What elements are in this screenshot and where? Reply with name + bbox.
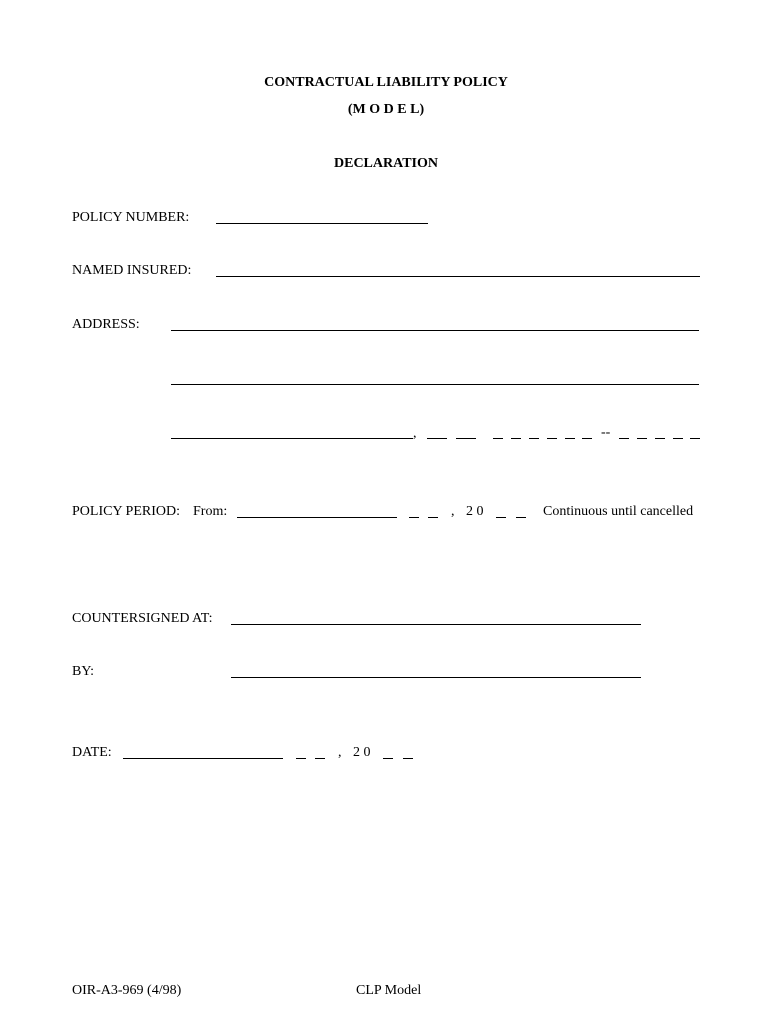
section-heading: DECLARATION — [334, 156, 438, 171]
date-year-2-field[interactable] — [403, 758, 413, 759]
zip-ext-digit-2-field[interactable] — [637, 438, 647, 439]
policy-period-label: POLICY PERIOD: — [72, 504, 180, 519]
policy-period-year-2-field[interactable] — [516, 517, 526, 518]
policy-period-day-1-field[interactable] — [409, 517, 419, 518]
zip-ext-digit-4-field[interactable] — [673, 438, 683, 439]
zip-digit-3-field[interactable] — [529, 438, 539, 439]
state-letter-1-field[interactable] — [427, 438, 447, 439]
date-year-1-field[interactable] — [383, 758, 393, 759]
date-label: DATE: — [72, 745, 112, 760]
policy-period-comma: , — [451, 504, 455, 519]
state-letter-2-field[interactable] — [456, 438, 476, 439]
zip-digit-6-field[interactable] — [582, 438, 592, 439]
by-label: BY: — [72, 664, 95, 679]
zip-digit-4-field[interactable] — [547, 438, 557, 439]
date-day-1-field[interactable] — [296, 758, 306, 759]
named-insured-field[interactable] — [216, 276, 700, 277]
countersigned-label: COUNTERSIGNED AT: — [72, 611, 213, 626]
address-comma: , — [413, 426, 417, 441]
document-subtitle: (M O D E L) — [347, 102, 425, 117]
zip-ext-digit-5-field[interactable] — [690, 438, 700, 439]
zip-ext-digit-1-field[interactable] — [619, 438, 629, 439]
policy-number-label: POLICY NUMBER: — [72, 210, 190, 225]
policy-period-century: 2 0 — [466, 504, 484, 519]
date-century: 2 0 — [353, 745, 371, 760]
named-insured-label: NAMED INSURED: — [72, 263, 192, 278]
address-line-1-field[interactable] — [171, 330, 699, 331]
zip-separator: -- — [601, 425, 611, 440]
address-line-2-field[interactable] — [171, 384, 699, 385]
countersigned-field[interactable] — [231, 624, 641, 625]
zip-digit-1-field[interactable] — [493, 438, 503, 439]
zip-ext-digit-3-field[interactable] — [655, 438, 665, 439]
date-comma: , — [338, 745, 342, 760]
city-field[interactable] — [171, 438, 413, 439]
policy-period-year-1-field[interactable] — [496, 517, 506, 518]
form-number: OIR-A3-969 (4/98) — [72, 983, 182, 998]
form-name: CLP Model — [356, 983, 422, 998]
document-title: CONTRACTUAL LIABILITY POLICY — [264, 75, 508, 90]
zip-digit-5-field[interactable] — [565, 438, 575, 439]
policy-period-day-2-field[interactable] — [428, 517, 438, 518]
policy-number-field[interactable] — [216, 223, 428, 224]
address-label: ADDRESS: — [72, 317, 140, 332]
date-month-field[interactable] — [123, 758, 283, 759]
policy-period-month-field[interactable] — [237, 517, 397, 518]
date-day-2-field[interactable] — [315, 758, 325, 759]
signature-by-field[interactable] — [231, 677, 641, 678]
continuous-until-cancelled-text: Continuous until cancelled — [543, 504, 694, 519]
from-label: From: — [193, 504, 228, 519]
zip-digit-2-field[interactable] — [511, 438, 521, 439]
